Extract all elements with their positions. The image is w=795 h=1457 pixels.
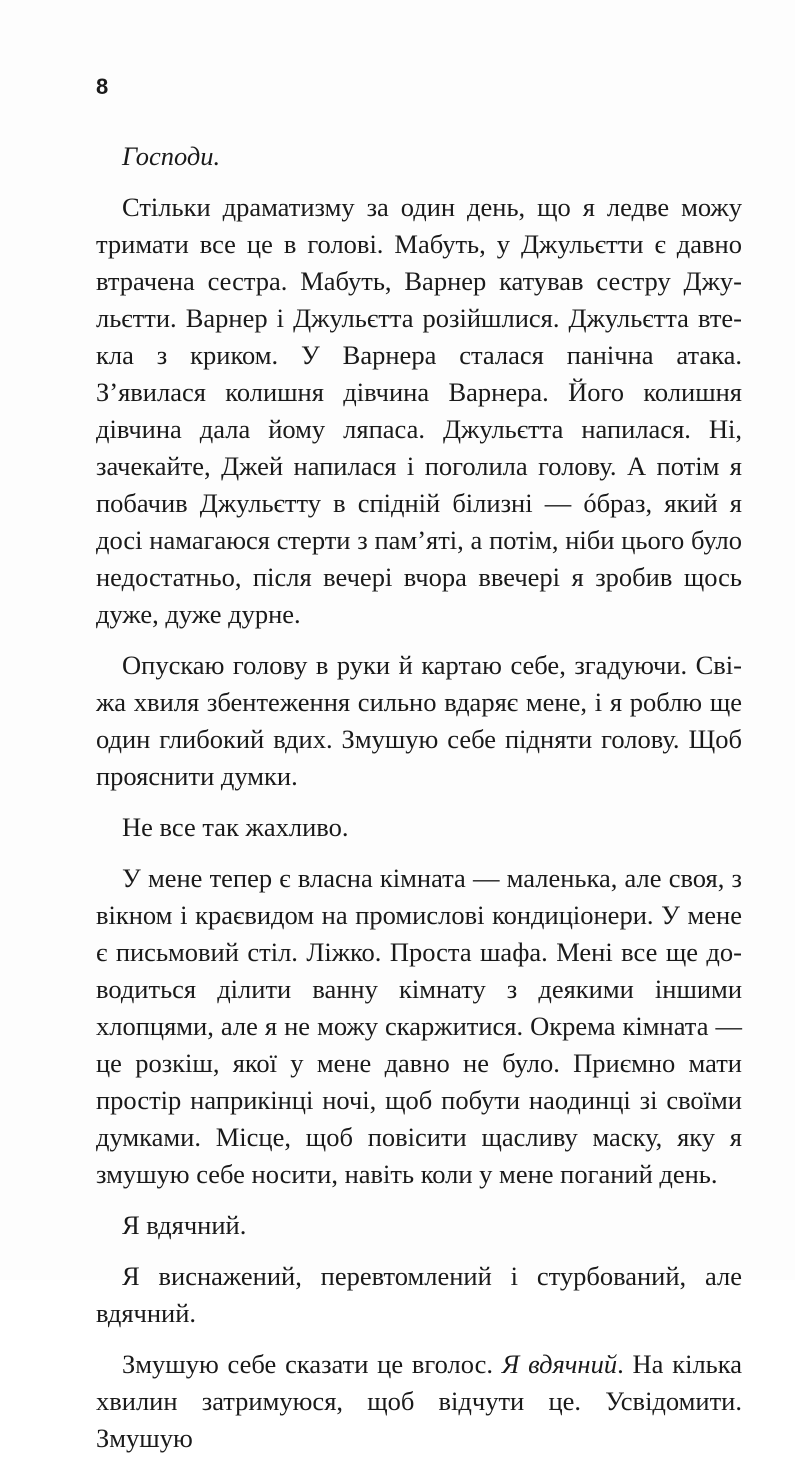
say-aloud-text-before: Змушую себе сказати це вголос.	[122, 1349, 502, 1379]
paragraph-not-so-bad: Не все так жахливо.	[122, 812, 349, 842]
say-aloud-italic: Я вдячний	[501, 1349, 618, 1379]
paragraph-grateful: Я вдячний.	[122, 1210, 247, 1240]
paragraph-drama-recap: Стільки драматизму за один день, що я ледве можу тримати все це в голові. Мабуть, у Джульєтти є давно втрачена сестра. Мабуть, Варнер катував сестру Джульєтти. Варнер і Джульєтта розійшлися. Джульєтта втекла з криком. У Варнера сталася панічна атака. З’явилася колишня дівчина Варнера. Його колишня дівчина дала йому ляпаса. Джульєтта напилася. Ні, зачекайте, Джей напилася і поголила голову. А потім я побачив Джульєтту в спідній білизні — óбраз, який я досі намагаюся стерти з пам’яті, а потім, ніби цього було недостатньо, після вечері вчора ввечері я зробив щось дуже, дуже дурне.	[96, 192, 742, 629]
paragraph-head-in-hands: Опускаю голову в руки й картаю себе, згадуючи. Свіжа хвиля збентеження сильно вдаряє мене, і я роблю ще один глибокий вдих. Змушую себе підняти голову. Щоб прояснити думки.	[96, 650, 742, 791]
paragraph-exhausted: Я виснажений, перевтомлений і стурбований, але вдячний.	[96, 1261, 742, 1328]
paragraph-exclamation: Господи.	[122, 141, 221, 171]
say-aloud-text-after: . На кілька хвилин затримуюся, щоб відчути це. Усвідомити. Змушую	[96, 1349, 742, 1453]
body-text	[96, 138, 742, 1457]
paragraph-say-aloud	[96, 1346, 742, 1457]
paragraph-own-room: У мене тепер є власна кімната — маленька, але своя, з вікном і краєвидом на промислові кондиціонери. У мене є письмовий стіл. Ліжко. Проста шафа. Мені все ще доводиться ділити ванну кімнату з деякими іншими хлопцями, але я не можу скаржитися. Окрема кімната — це розкіш, якої у мене давно не було. Приємно мати простір наприкінці ночі, щоб побути наодинці зі своїми думками. Місце, щоб повісити щасливу маску, яку я змушую себе носити, навіть коли у мене поганий день.	[96, 863, 742, 1189]
page-number: 8	[96, 74, 109, 99]
